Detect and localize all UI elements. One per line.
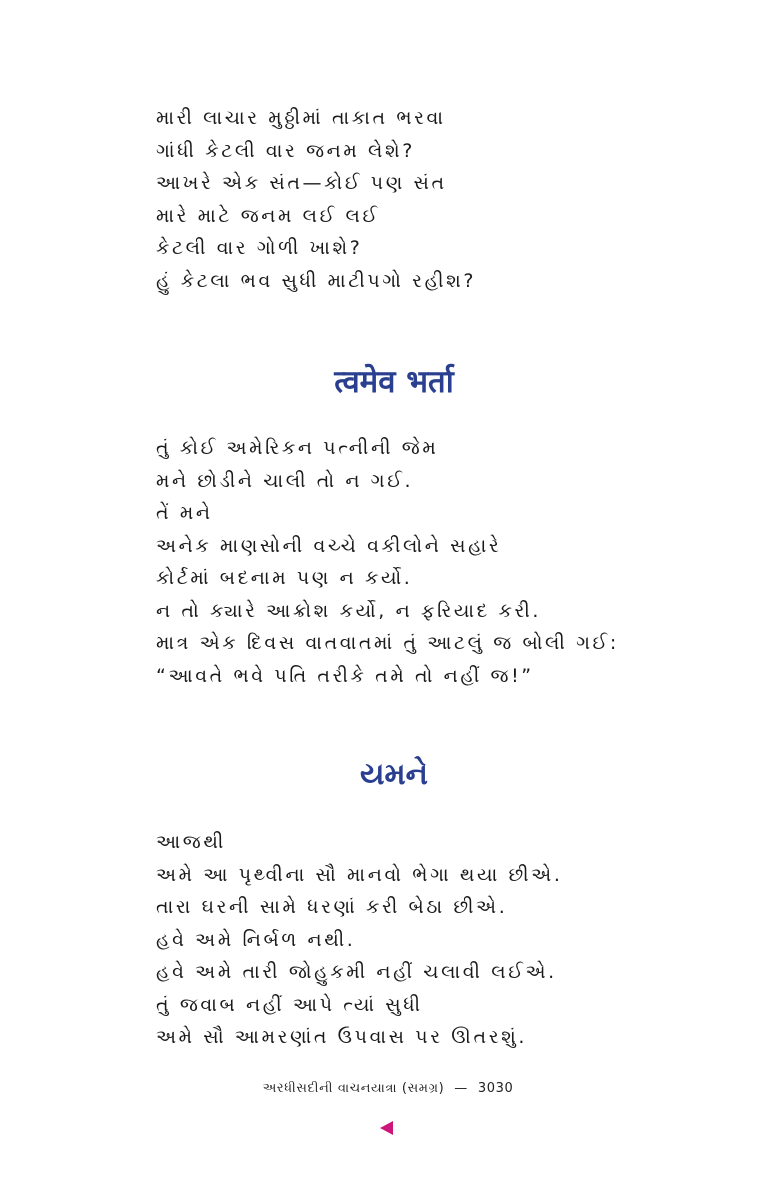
footer-separator: — [454,1081,468,1096]
poem-line: હું કેટલા ભવ સુધી માટીપગો રહીશ? [156,269,477,292]
poem-body-yamne [156,826,716,1054]
poem-body-tvamev-bharta [156,432,716,692]
poem-line: “આવતે ભવે પતિ તરીકે તમે તો નહીં જ!” [156,664,534,687]
poem-line: અમે સૌ આમરણાંત ઉપવાસ પર ઊતરશું. [156,1026,528,1048]
poem-line: અમે આ પૃથ્વીના સૌ માનવો ભેગા થયા છીએ. [156,863,563,886]
poem-line: તેં મને [156,502,213,524]
footer-page-number: 3030 [477,1081,514,1096]
poem-title-yamne: યમને [359,757,429,792]
poem-line: મારી લાચાર મુઠ્ઠીમાં તાકાત ભરવા [156,107,446,129]
triangle-left-icon[interactable] [380,1121,393,1135]
poem-line: આજથી [156,831,226,853]
poem-line: તારા ઘરની સામે ધરણાં કરી બેઠા છીએ. [156,896,508,918]
footer-book-title: અરધીસદીની વાચનયાત્રા (સમગ્ર) [262,1081,445,1096]
poem-line: તું જવાબ નહીં આપે ત્યાં સુધી [156,993,423,1016]
poem-line: તું કોઈ અમેરિકન પત્નીની જેમ [156,437,439,459]
poem-line: હવે અમે નિર્બળ નથી. [156,928,356,951]
poem-title-tvamev-bharta: त्वमेव भर्ता [334,364,454,400]
poem-line: ન તો ક્યારે આક્રોશ કર્યો, ન ફરિયાદ કરી. [156,599,542,622]
poem-stanza-1 [156,102,716,297]
poem-line: કેટલી વાર ગોળી ખાશે? [156,237,363,259]
poem-line: મને છોડીને ચાલી તો ન ગઈ. [156,469,414,492]
poem-line: ગાંધી કેટલી વાર જનમ લેશે? [156,139,415,162]
poem-line: આખરે એક સંત—કોઈ પણ સંત [156,172,447,194]
page-footer [0,1081,776,1096]
poem-line: અનેક માણસોની વચ્ચે વકીલોને સહારે [156,534,502,557]
poem-line: મારે માટે જનમ લઈ લઈ [156,204,380,227]
poem-line: માત્ર એક દિવસ વાતવાતમાં તું આટલું જ બોલી ગઈ: [156,632,619,654]
poem-line: કોર્ટમાં બદનામ પણ ન કર્યો. [156,567,413,589]
poem-line: હવે અમે તારી જોહુકમી નહીં ચલાવી લઈએ. [156,961,557,983]
